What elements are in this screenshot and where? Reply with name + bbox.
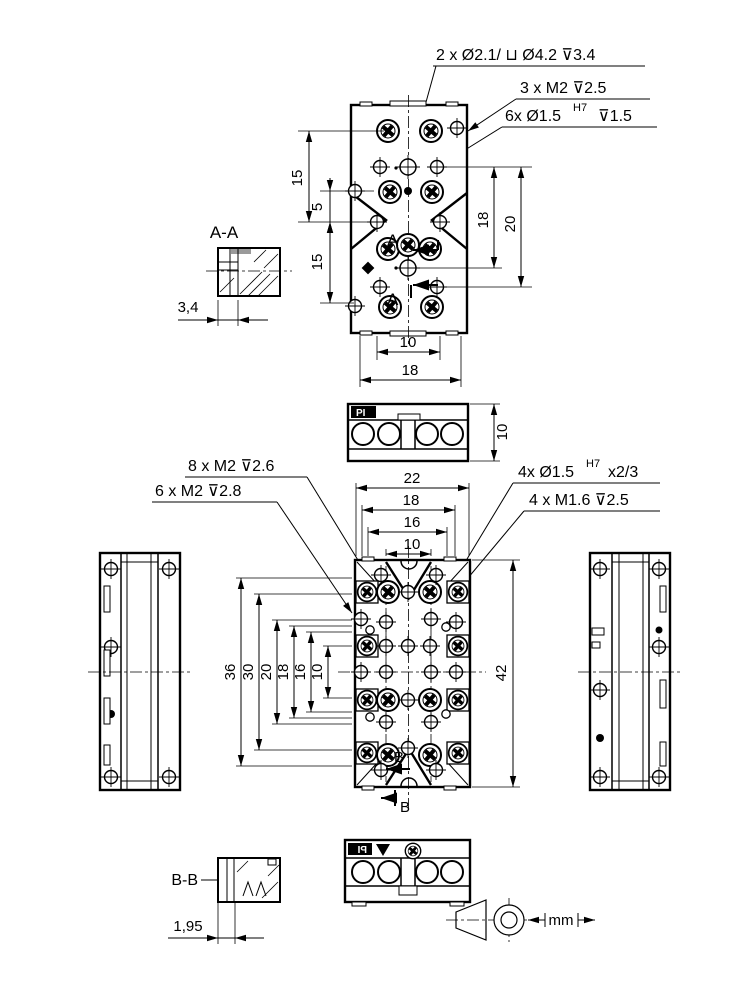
dim-10-bottom: 10 (399, 334, 417, 351)
section-bb-title: B-B (171, 872, 198, 889)
section-aa-title: A-A (209, 223, 239, 242)
dim-5: 5 (309, 202, 326, 212)
note-ream4-post: x2/3 (608, 464, 639, 481)
dim-22: 22 (403, 470, 421, 487)
section-letter-a-bottom: A (387, 290, 399, 309)
main-view-dims-top (356, 470, 469, 557)
note-tap-m2-6: 6 x M2 ⊽2.8 (155, 483, 242, 500)
section-letter-b-top: B (394, 749, 405, 766)
right-side-view (578, 553, 682, 790)
top-view-dims-bottom (360, 334, 461, 387)
dim-10-left: 10 (309, 663, 326, 681)
section-aa-dim (178, 299, 268, 326)
front-view (348, 404, 511, 461)
dim-36: 36 (222, 663, 239, 681)
left-side-view (88, 553, 192, 790)
dim-3-4: 3,4 (177, 299, 199, 316)
note-ream6-sup: H7 (573, 102, 588, 114)
dim-16-top: 16 (403, 514, 421, 531)
section-bb-dim (168, 902, 264, 944)
dim-1-95: 1,95 (173, 918, 203, 935)
main-view-dims-left (222, 578, 352, 766)
note-ream6-pre: 6x Ø1.5 (505, 108, 562, 125)
dim-30: 30 (240, 663, 257, 681)
dim-20-right: 20 (502, 215, 519, 233)
units-note (528, 912, 595, 929)
dim-42: 42 (493, 664, 510, 682)
dim-15-upper: 15 (289, 169, 306, 187)
dim-18-left: 18 (275, 663, 292, 681)
note-tap-m2-8: 8 x M2 ⊽2.6 (188, 458, 275, 475)
section-aa-view (178, 223, 292, 326)
dim-20: 20 (258, 663, 275, 681)
dim-18-top: 18 (402, 492, 420, 509)
note-tap-m16-4: 4 x M1.6 ⊽2.5 (529, 492, 629, 509)
dim-18-bottom: 18 (401, 362, 419, 379)
note-tap-m2-3: 3 x M2 ⊽2.5 (520, 80, 607, 97)
dim-front-10: 10 (494, 423, 511, 441)
pi-logo (351, 406, 376, 419)
dim-16-left: 16 (292, 663, 309, 681)
note-ream4-sup: H7 (586, 458, 601, 470)
bottom-side-view (345, 840, 470, 906)
top-view (289, 95, 532, 387)
dim-18-right: 18 (475, 211, 492, 229)
dim-15-lower: 15 (309, 253, 326, 271)
pi-logo-text: PI (356, 408, 366, 419)
pi-logo-mirrored (348, 843, 372, 856)
section-letter-a-top: A (387, 231, 399, 250)
section-letter-b-bottom: B (400, 799, 411, 816)
section-bb-view (168, 858, 280, 944)
front-view-dim (470, 404, 511, 461)
units-label: mm (548, 912, 574, 929)
main-view-dim-right (472, 560, 520, 787)
main-view (222, 470, 520, 816)
dim-10-top: 10 (403, 536, 421, 553)
note-counterbore: 2 x Ø2.1/ ⊔ Ø4.2 ⊽3.4 (436, 47, 596, 64)
pi-logo-mirrored-text: PI (357, 845, 367, 856)
note-ream6-post: ⊽1.5 (598, 108, 632, 125)
note-ream4-pre: 4x Ø1.5 (518, 464, 575, 481)
